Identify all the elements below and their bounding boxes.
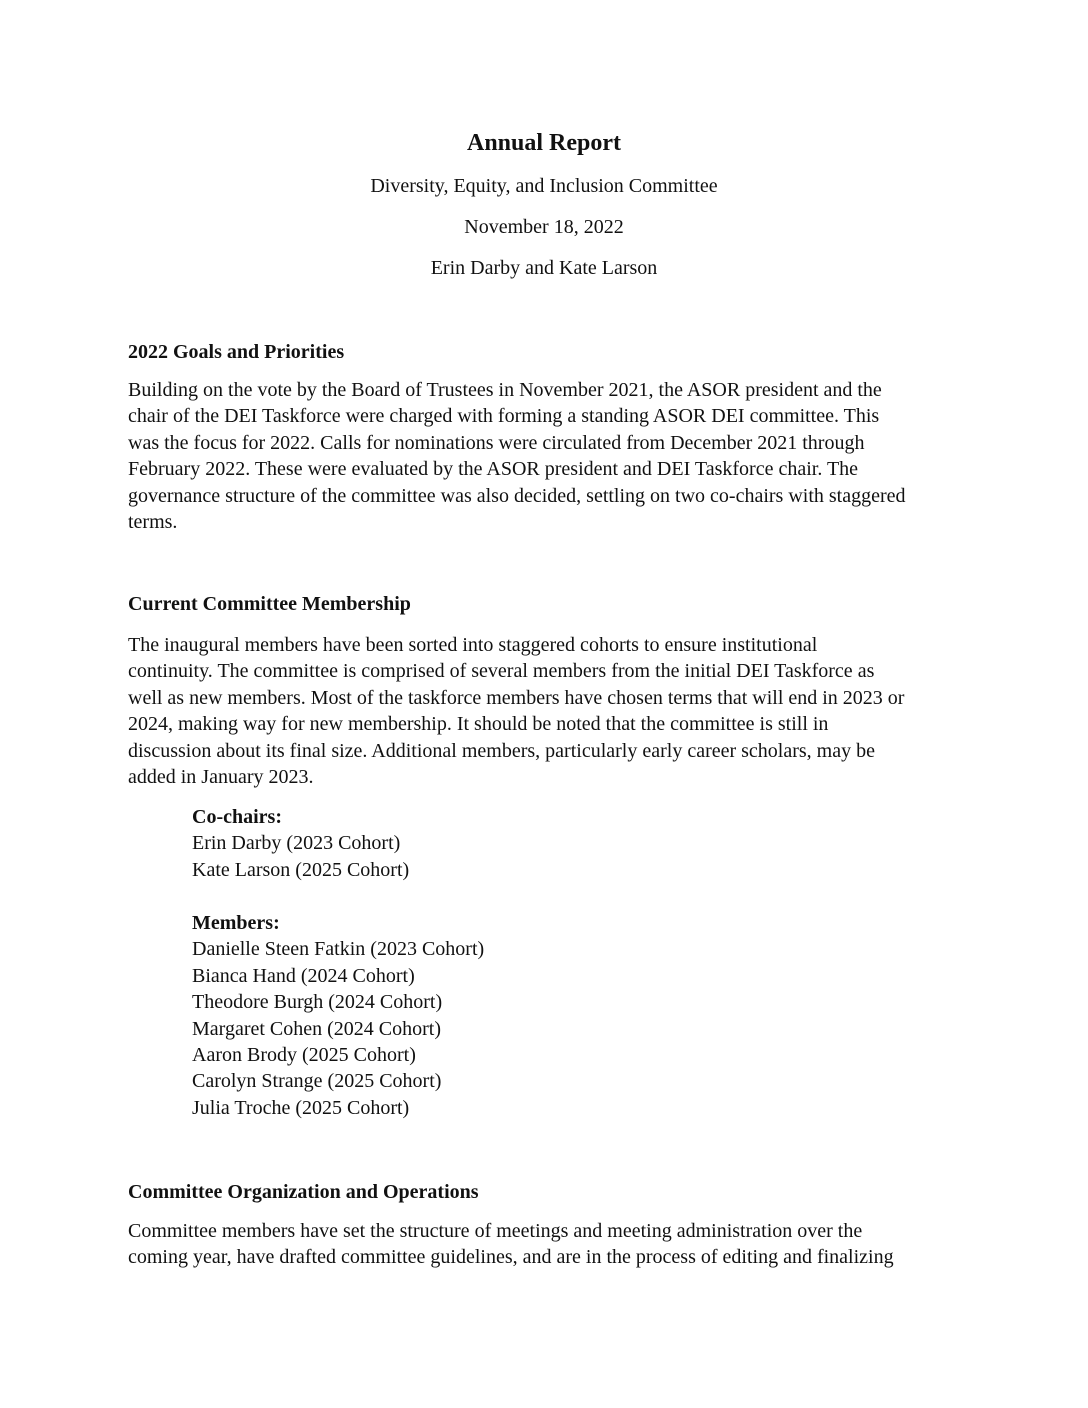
list-item: Erin Darby (2023 Cohort) [192,832,401,855]
report-date: November 18, 2022 [464,216,624,238]
goals-line: chair of the DEI Taskforce were charged with forming a standing ASOR DEI committee. This [128,405,880,428]
operations-paragraph [128,1218,968,1271]
report-authors: Erin Darby and Kate Larson [430,257,658,279]
membership-line: continuity. The committee is comprised of several members from the initial DEI Taskforce as [128,660,875,683]
list-item: Julia Troche (2025 Cohort) [192,1096,410,1119]
members-list [192,910,484,1121]
cochairs-label: Co-chairs: [192,806,282,828]
committee-name: Diversity, Equity, and Inclusion Committee [370,175,718,197]
goals-paragraph [128,377,968,535]
membership-line: 2024, making way for new membership. It should be noted that the committee is still in [128,713,829,736]
goals-line: Building on the vote by the Board of Trustees in November 2021, the ASOR president and the [128,379,882,401]
operations-line: Committee members have set the structure of meetings and meeting administration over the [128,1220,863,1242]
goals-heading: 2022 Goals and Priorities [128,341,345,363]
list-item: Bianca Hand (2024 Cohort) [192,964,415,987]
cochairs-list [192,804,409,883]
operations-line: coming year, have drafted committee guidelines, and are in the process of editing and finalizing [128,1246,894,1269]
goals-line: was the focus for 2022. Calls for nominations were circulated from December 2021 through [128,431,865,454]
list-item: Theodore Burgh (2024 Cohort) [192,991,443,1014]
list-item: Danielle Steen Fatkin (2023 Cohort) [192,938,485,961]
membership-heading: Current Committee Membership [128,593,411,615]
operations-heading: Committee Organization and Operations [128,1181,479,1203]
membership-paragraph [128,632,968,790]
membership-line: The inaugural members have been sorted into staggered cohorts to ensure institutional [128,634,818,656]
list-item: Kate Larson (2025 Cohort) [192,858,410,881]
goals-line: terms. [128,511,178,534]
goals-line: February 2022. These were evaluated by the ASOR president and DEI Taskforce chair. The [128,458,859,481]
document-title: Annual Report [466,130,622,156]
members-label: Members: [192,912,280,934]
membership-line: well as new members. Most of the taskforce members have chosen terms that will end in 2023 or [128,686,905,709]
membership-line: added in January 2023. [128,766,314,789]
membership-line: discussion about its final size. Additional members, particularly early career scholars, may be [128,739,875,762]
goals-line: governance structure of the committee was also decided, settling on two co-chairs with staggered [128,484,906,507]
list-item: Carolyn Strange (2025 Cohort) [192,1070,442,1093]
list-item: Aaron Brody (2025 Cohort) [192,1044,416,1067]
list-item: Margaret Cohen (2024 Cohort) [192,1017,442,1040]
